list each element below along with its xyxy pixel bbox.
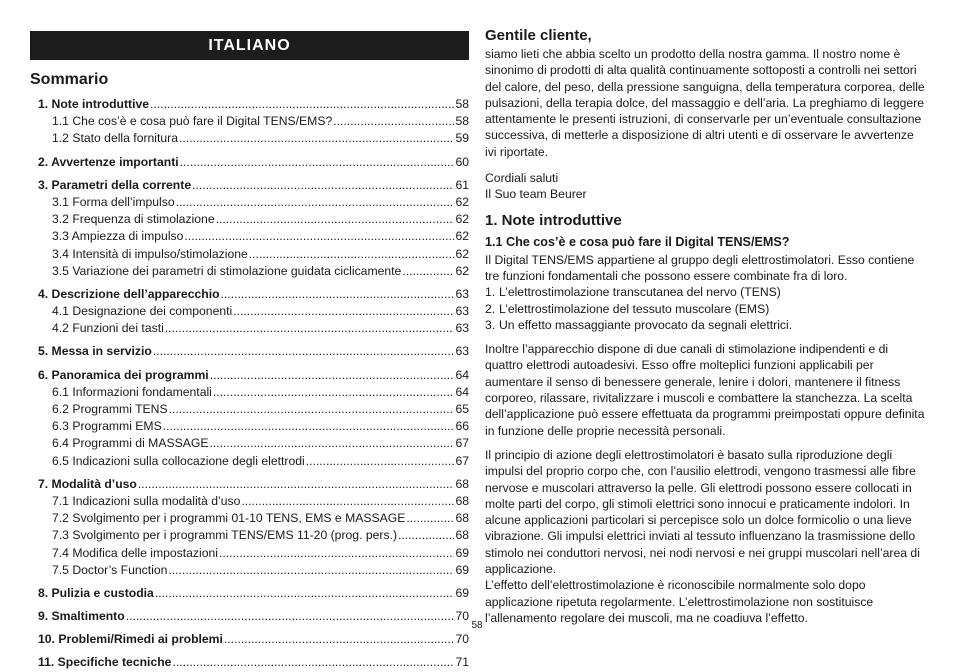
toc-entry[interactable]	[30, 263, 469, 280]
toc-entry[interactable]	[30, 435, 469, 452]
toc-entry[interactable]	[30, 453, 469, 470]
toc-leader-dots	[216, 211, 455, 228]
section-intro: Il Digital TENS/EMS appartiene al gruppo degli elettrostimolatori. Esso contiene tre funzioni fondamentali che possono essere combinate fra di loro.	[485, 252, 915, 283]
toc-entry-label: 1. Note introduttive	[38, 97, 150, 111]
toc-leader-dots	[138, 476, 455, 493]
toc-entry-label: 2. Avvertenze importanti	[38, 154, 179, 169]
toc-entry-label: 5. Messa in servizio	[38, 344, 152, 359]
toc-entry[interactable]	[30, 631, 469, 648]
toc-entry[interactable]	[30, 545, 469, 562]
toc-entry-page: 68	[455, 493, 469, 508]
toc-entry-label: 4.1 Designazione dei componenti	[52, 304, 233, 319]
toc-title: Sommario	[30, 71, 109, 88]
table-of-contents	[30, 96, 469, 672]
toc-leader-dots	[213, 384, 455, 401]
toc-entry[interactable]	[30, 384, 469, 401]
toc-entry[interactable]	[30, 476, 469, 493]
toc-entry[interactable]	[30, 228, 469, 245]
toc-leader-dots	[168, 562, 454, 579]
greeting-title: Gentile cliente,	[485, 27, 592, 44]
signature: Il Suo team Beurer	[485, 187, 587, 202]
toc-leader-dots	[155, 585, 455, 602]
toc-leader-dots	[406, 510, 454, 527]
toc-entry-label: 9. Smaltimento	[38, 609, 125, 624]
toc-entry-label: 11. Specifiche tecniche	[38, 655, 172, 670]
toc-leader-dots	[233, 303, 454, 320]
toc-entry-label: 8. Pulizia e custodia	[38, 585, 154, 600]
left-column	[30, 31, 469, 672]
toc-entry[interactable]	[30, 303, 469, 320]
toc-entry-page: 60	[455, 154, 469, 169]
toc-entry[interactable]	[30, 154, 469, 171]
greeting-text: siamo lieti che abbia scelto un prodotto della nostra gamma. Il nostro nome è sinonimo di prodotti di alta qualità continuamente sottoposti a controlli nei settori del calore, del peso, della pressione sanguigna, della temperatura corporea, delle pulsazioni, della terapia dolce, del massaggio e dell’aria. La preghiamo di leggere attentamente le presenti istruzioni, di conservarle per un’eventuale consultazione successiva, di metterle a disposizione di altri utenti e di osservare le avvertenze ivi riportate.	[485, 47, 925, 159]
toc-leader-dots	[306, 453, 455, 470]
section-title: 1. Note introduttive	[485, 211, 622, 229]
toc-entry-page: 64	[455, 367, 469, 382]
toc-entry[interactable]	[30, 367, 469, 384]
toc-leader-dots	[150, 96, 454, 113]
toc-entry-page: 70	[455, 632, 469, 647]
toc-entry-page: 62	[455, 194, 469, 209]
toc-entry[interactable]	[30, 493, 469, 510]
toc-entry[interactable]	[30, 401, 469, 418]
toc-leader-dots	[249, 246, 455, 263]
toc-entry[interactable]	[30, 130, 469, 147]
toc-leader-dots	[333, 113, 454, 130]
toc-entry-page: 63	[455, 286, 469, 301]
toc-leader-dots	[192, 177, 454, 194]
toc-entry-label: 3.2 Frequenza di stimolazione	[52, 212, 215, 227]
list-item: 1. L’elettrostimolazione transcutanea del nervo (TENS)	[485, 285, 781, 300]
toc-entry-label: 6.2 Programmi TENS	[52, 402, 168, 416]
toc-entry-page: 64	[455, 384, 469, 399]
toc-entry-label: 6. Panoramica dei programmi	[38, 367, 209, 382]
toc-entry-page: 58	[455, 97, 469, 111]
toc-entry-page: 59	[455, 131, 469, 146]
toc-entry[interactable]	[30, 286, 469, 303]
toc-leader-dots	[209, 435, 454, 452]
toc-entry-page: 65	[455, 402, 469, 416]
toc-leader-dots	[224, 631, 455, 648]
toc-entry[interactable]	[30, 654, 469, 671]
toc-entry-label: 3.4 Intensità di impulso/stimolazione	[52, 246, 248, 261]
toc-leader-dots	[221, 286, 455, 303]
toc-entry-page: 71	[455, 655, 469, 670]
toc-entry-label: 7.3 Svolgimento per i programmi TENS/EMS 11-20 (prog. pers.)	[52, 528, 397, 543]
toc-entry[interactable]	[30, 320, 469, 337]
toc-entry-label: 3. Parametri della corrente	[38, 177, 192, 192]
toc-entry[interactable]	[30, 113, 469, 130]
toc-entry-label: 1.2 Stato della fornitura	[52, 131, 179, 146]
toc-entry-label: 4.2 Funzioni dei tasti	[52, 321, 164, 336]
toc-entry-label: 7.4 Modifica delle impostazioni	[52, 545, 218, 560]
toc-entry-page: 66	[455, 419, 469, 434]
toc-leader-dots	[184, 228, 454, 245]
right-column	[485, 27, 925, 626]
toc-entry-page: 67	[455, 453, 469, 468]
toc-leader-dots	[165, 320, 455, 337]
toc-entry-page: 62	[455, 212, 469, 227]
toc-entry-page: 69	[455, 562, 469, 577]
toc-entry-page: 62	[455, 246, 469, 261]
toc-entry-label: 6.5 Indicazioni sulla collocazione degli elettrodi	[52, 453, 305, 468]
paragraph-effect: L’effetto dell’elettrostimolazione è riconoscibile normalmente solo dopo applicazione ripetuta regolarmente. L’elettrostimolazione non sostituisce l’allenamento regolare dei muscoli, ma ne coadiuva l’effetto.	[485, 578, 874, 625]
toc-leader-dots	[219, 545, 454, 562]
toc-entry[interactable]	[30, 96, 469, 113]
toc-entry[interactable]	[30, 562, 469, 579]
toc-leader-dots	[210, 367, 455, 384]
toc-leader-dots	[172, 654, 454, 671]
toc-entry-page: 62	[455, 229, 469, 244]
toc-entry-page: 67	[455, 436, 469, 451]
toc-entry-label: 3.1 Forma dell’impulso	[52, 194, 175, 209]
toc-leader-dots	[169, 401, 455, 418]
paragraph-features: Inoltre l’apparecchio dispone di due canali di stimolazione indipendenti e di quattro elettrodi autoadesivi. Esso offre molteplici funzioni applicabili per aumentare il senso di benessere generale, lenire i dolori, mantenere il fitness corporeo, rilassare, rivitalizzare i muscoli e combattere la stanchezza. La scelta dell’applicazione può essere effettuata da programmi preimpostati oppure definita in funzione delle proprie necessità personali.	[485, 342, 925, 438]
toc-entry-page: 61	[455, 177, 469, 192]
toc-entry-page: 69	[455, 585, 469, 600]
toc-entry-label: 6.4 Programmi di MASSAGE	[52, 436, 209, 451]
toc-leader-dots	[176, 194, 455, 211]
toc-entry-page: 68	[455, 476, 469, 491]
toc-entry[interactable]	[30, 418, 469, 435]
list-item: 2. L’elettrostimolazione del tessuto muscolare (EMS)	[485, 301, 770, 316]
page-number: 58	[471, 620, 483, 631]
toc-leader-dots	[398, 527, 454, 544]
paragraph-principle: Il principio di azione degli elettrostimolatori è basato sulla riproduzione degli impulsi del proprio corpo che, con l’ausilio elettrodi, vengono trasmessi alle fibre nervose e muscolari attraverso la pelle. Gli elettrodi possono essere collocati in molte parti del corpo, gli stimoli elettrici sono innocui e praticamente indolori. In alcune applicazioni particolari si percepisce solo un dolce formicolio o una lieve vibrazione. Gli impulsi elettrici inviati al tessuto influenzano la trasmissione dello stimolo nei conduttori nervosi, nei nodi nervosi e nei gruppi muscolari nell’area di applicazione.	[485, 447, 920, 577]
toc-entry-page: 63	[455, 304, 469, 319]
closing: Cordiali saluti	[485, 171, 559, 186]
toc-leader-dots	[402, 263, 454, 280]
toc-entry-label: 7.5 Doctor’s Function	[52, 562, 168, 577]
toc-entry-page: 68	[455, 528, 469, 543]
function-list	[485, 284, 925, 333]
toc-entry-label: 10. Problemi/Rimedi ai problemi	[38, 632, 223, 647]
toc-entry-label: 3.5 Variazione dei parametri di stimolazione guidata ciclicamente	[52, 263, 402, 278]
list-item: 3. Un effetto massaggiante provocato da segnali elettrici.	[485, 317, 793, 332]
toc-entry[interactable]	[30, 585, 469, 602]
toc-leader-dots	[153, 343, 455, 360]
language-banner: ITALIANO	[30, 31, 469, 60]
toc-entry-label: 7.1 Indicazioni sulla modalità d’uso	[52, 493, 241, 508]
toc-leader-dots	[180, 154, 455, 171]
toc-entry[interactable]	[30, 194, 469, 211]
toc-entry-page: 62	[455, 263, 469, 278]
toc-entry-page: 63	[455, 321, 469, 336]
toc-entry-label: 1.1 Che cos’è e cosa può fare il Digital TENS/EMS?	[52, 114, 333, 129]
toc-entry[interactable]	[30, 177, 469, 194]
toc-entry[interactable]	[30, 246, 469, 263]
section-subtitle: 1.1 Che cos’è e cosa può fare il Digital TENS/EMS?	[485, 234, 790, 249]
toc-entry-page: 69	[455, 545, 469, 560]
toc-entry-label: 7. Modalità d’uso	[38, 476, 137, 491]
toc-entry-page: 68	[455, 511, 469, 526]
toc-entry-label: 6.3 Programmi EMS	[52, 419, 162, 434]
toc-entry-page: 63	[455, 344, 469, 359]
toc-leader-dots	[163, 418, 455, 435]
toc-entry[interactable]	[30, 510, 469, 527]
toc-entry[interactable]	[30, 211, 469, 228]
toc-entry-label: 3.3 Ampiezza di impulso	[52, 229, 184, 244]
toc-leader-dots	[179, 130, 454, 147]
toc-leader-dots	[241, 493, 454, 510]
toc-entry[interactable]	[30, 343, 469, 360]
toc-entry-label: 7.2 Svolgimento per i programmi 01-10 TENS, EMS e MASSAGE	[52, 511, 406, 526]
toc-entry-page: 58	[455, 114, 469, 129]
toc-entry-page: 70	[455, 609, 469, 624]
toc-entry-label: 4. Descrizione dell’apparecchio	[38, 286, 220, 301]
toc-entry[interactable]	[30, 527, 469, 544]
toc-entry-label: 6.1 Informazioni fondamentali	[52, 384, 212, 399]
